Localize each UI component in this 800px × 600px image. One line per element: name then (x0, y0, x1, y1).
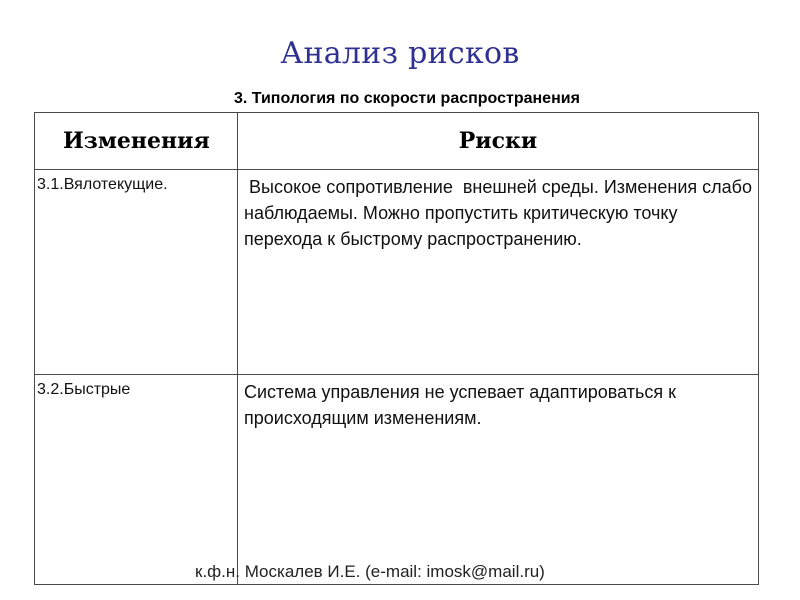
footer-author: к.ф.н. Москалев И.Е. (e-mail: imosk@mail.ru) (195, 562, 545, 581)
risk-cell-slow: Высокое сопротивление внешней среды. Изменения слабо наблюдаемы. Можно пропустить критическую точку перехода к быстрому распространению. (238, 170, 759, 375)
table-header-row (35, 113, 759, 170)
risk-cell-fast: Система управления не успевает адаптироваться к происходящим изменениям. (238, 375, 759, 585)
risk-table (34, 112, 759, 585)
slide-subtitle: 3. Типология по скорости распространения (234, 90, 580, 107)
slide-title: Анализ рисков (280, 36, 520, 71)
header-risks: Риски (238, 113, 759, 170)
change-cell-slow: 3.1.Вялотекущие. (35, 170, 238, 375)
table-row (35, 170, 759, 375)
table-row (35, 375, 759, 585)
header-changes: Изменения (35, 113, 238, 170)
change-cell-fast: 3.2.Быстрые (35, 375, 238, 585)
